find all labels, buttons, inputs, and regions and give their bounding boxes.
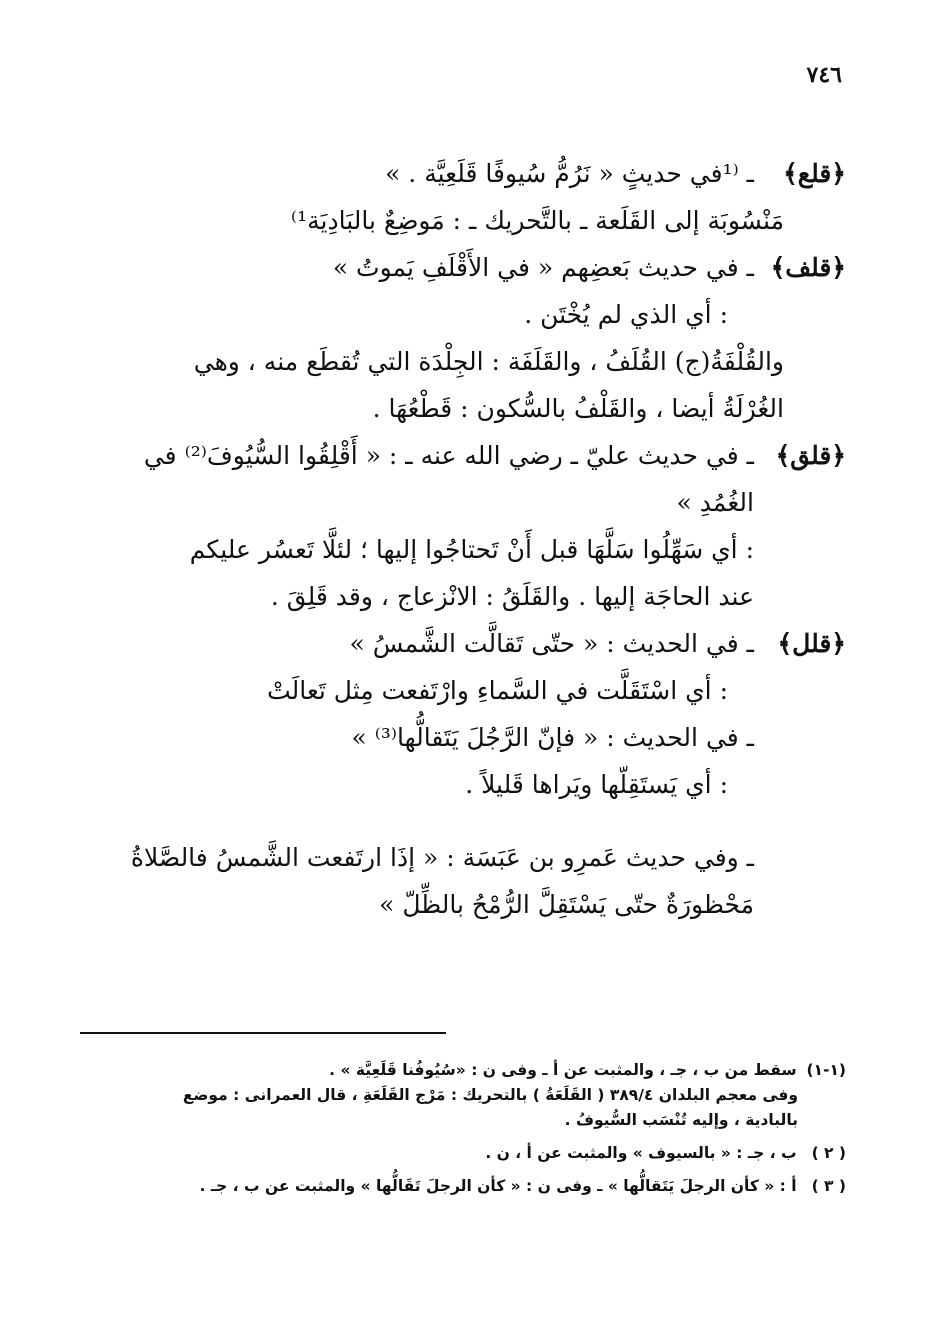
page-number: ٧٤٦	[806, 62, 842, 88]
entry-line: : أي سَهِّلُوا سَلَّهَا قبل أَنْ تَحتاجُوا إليها ؛ لئلَّا تَعسُر عليكم	[189, 535, 754, 564]
entry-line: ـ في حديث بَعضِهم « في الأَقْلَفِ يَموتُ »	[332, 253, 754, 282]
dictionary-body	[101, 150, 846, 928]
footnote	[101, 1174, 846, 1199]
entry-line: ـ في حديث عليّ ـ رضي الله عنه ـ : « أَقْلِقُوا السُّيُوفَ⁽²⁾ في	[143, 441, 754, 470]
entry-line: ـ ⁽¹في حديثٍ « نَرُمُّ سُيوفًا قَلَعِيَّة . »	[385, 159, 754, 188]
footnote-text: أ : « كأن الرجلَ يَتَقالُّها » ـ وفى ن : « كأن الرجلَ تَقَالُّها » والمثبت عن ب ، جـ .	[199, 1177, 797, 1195]
footnote-continuation: وفى معجم البلدان ٣٨٩/٤ ( القَلَعَةُ ) بالتحريك : مَرْج القَلَعَةِ ، قال العمرانى : موضع	[182, 1086, 798, 1104]
footnote-number: ( ٢ )	[811, 1144, 846, 1162]
footnote	[101, 1141, 846, 1166]
entry-line: : أي اسْتَقَلَّت في السَّماءِ وارْتَفعت مِثل تَعالَتْ	[267, 676, 728, 705]
headword: ﴿قلق﴾	[775, 441, 846, 470]
footnote-text: ب ، جـ : « بالسيوف » والمثبت عن أ ، ن .	[485, 1144, 797, 1162]
entry-line: ـ وفي حديث عَمرِو بن عَبَسَة : « إذَا ارتَفعت الشَّمسُ فالصَّلاةُ	[130, 843, 754, 872]
entry-line: الغُمُدِ »	[676, 488, 754, 517]
entry-line: ـ في الحديث : « حتّى تَقالَّت الشَّمسُ »	[349, 629, 754, 658]
entry-line: عند الحاجَة إليها . والقَلَقُ : الانْزعاج ، وقد قَلِقَ .	[270, 582, 754, 611]
entry-line: والقُلْفَةُ(ج) القُلَفُ ، والقَلَفَة : الجِلْدَة التي تُقطَع منه ، وهي	[193, 347, 784, 376]
entry-line: مَنْسُوبَة إلى القَلَعة ـ بالتَّحريك ـ : مَوضِعٌ بالبَادِيَة¹⁾	[290, 206, 784, 235]
footnotes	[101, 1058, 846, 1207]
entry-line: مَحْظورَةٌ حتّى يَسْتَقِلَّ الرُّمْحُ بالظِّلّ »	[379, 890, 754, 919]
footnote-separator	[80, 1032, 446, 1034]
footnote-number: (١-١)	[806, 1061, 846, 1079]
entry-line: : أي يَستَقِلّها ويَراها قَليلاً .	[465, 770, 728, 799]
headword: ﴿قلع﴾	[783, 159, 846, 188]
entry-line: الغُرْلَةُ أيضا ، والقَلْفُ بالسُّكون : قَطْعُهَا .	[372, 394, 784, 423]
paragraph-spacer	[101, 808, 846, 834]
footnote-text: سقط من ب ، جـ ، والمثبت عن أ ـ وفى ن : «سُيُوفُنا قَلَعِيَّة » .	[329, 1061, 797, 1079]
entry-qalaq	[101, 432, 846, 620]
headword: ﴿قلل﴾	[777, 629, 846, 658]
entry-line: : أي الذي لم يُخْتَن .	[524, 300, 728, 329]
entry-qalal	[101, 620, 846, 928]
headword: ﴿قلف﴾	[770, 253, 846, 282]
footnote-number: ( ٣ )	[811, 1177, 846, 1195]
footnote	[101, 1058, 846, 1133]
entry-line: ـ في الحديث : « فإنّ الرَّجُلَ يَتَقالُّها⁽³⁾ »	[351, 723, 754, 752]
entry-qalaa	[101, 150, 846, 244]
entry-qalaf	[101, 244, 846, 432]
footnote-continuation: بالبادية ، وإليه تُنْسَب السُّيوفُ .	[564, 1111, 798, 1129]
